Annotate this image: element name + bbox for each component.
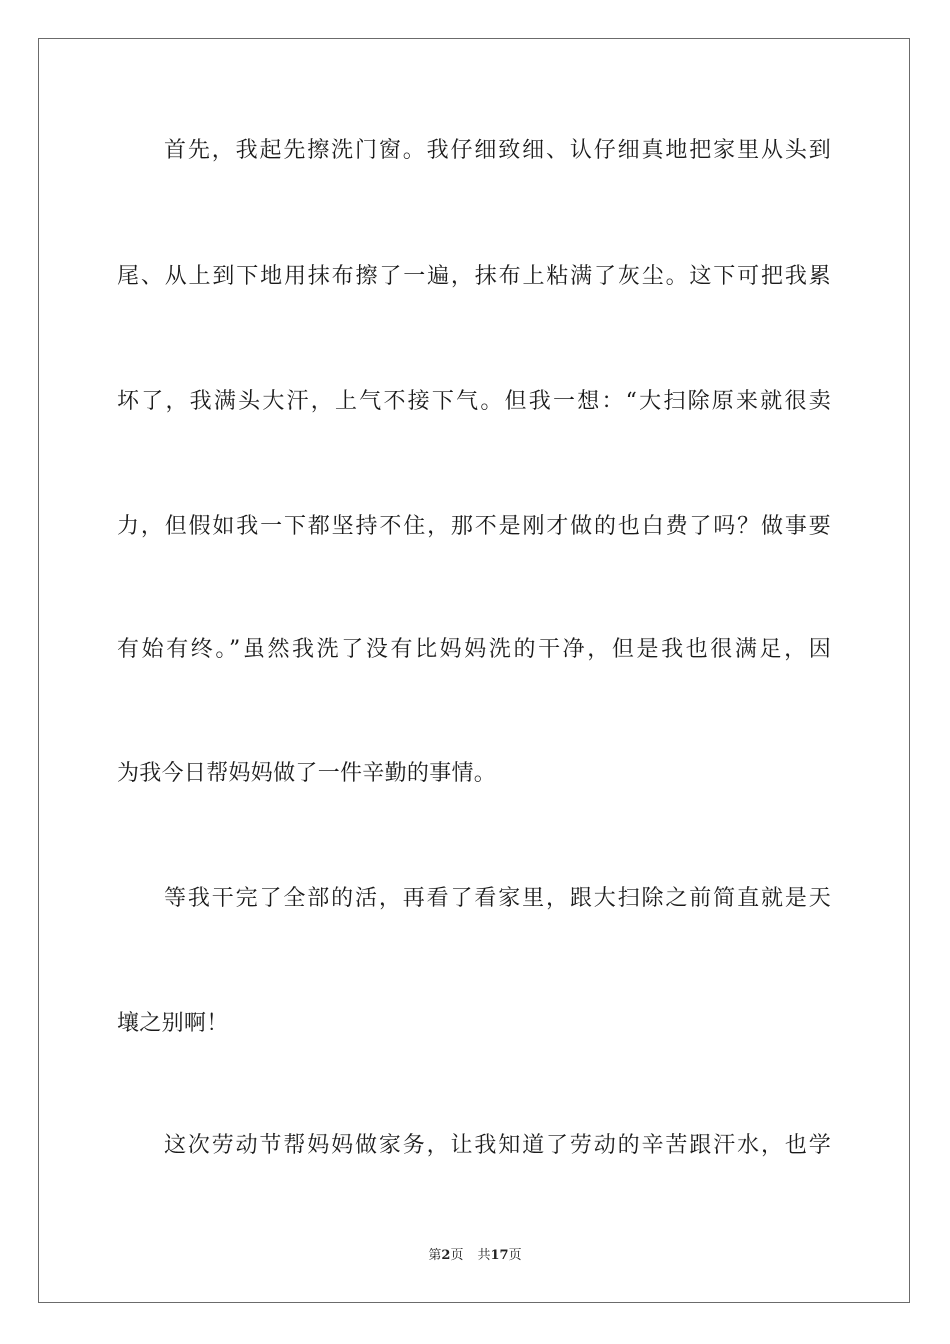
total-pages: 17 — [490, 1248, 509, 1263]
page-label-suffix: 页 — [450, 1248, 464, 1263]
paragraph-line: 为我今日帮妈妈做了一件辛勤的事情。 — [117, 761, 497, 786]
paragraph-line: 等我干完了全部的活，再看了看家里，跟大扫除之前简直就是天 — [164, 886, 831, 911]
paragraph-line: 壤之别啊！ — [117, 1011, 229, 1036]
total-label-suffix: 页 — [508, 1248, 522, 1263]
paragraph-line: 有始有终。”虽然我洗了没有比妈妈洗的干净，但是我也很满足，因 — [117, 637, 831, 662]
page-border — [38, 38, 910, 1303]
paragraph-line: 力，但假如我一下都坚持不住，那不是刚才做的也白费了吗？做事要 — [117, 514, 831, 539]
paragraph-line: 尾、从上到下地用抹布擦了一遍，抹布上粘满了灰尘。这下可把我累 — [117, 264, 831, 289]
page-label-prefix: 第 — [428, 1248, 442, 1263]
page-footer — [0, 1247, 950, 1265]
page-number: 2 — [441, 1248, 451, 1263]
paragraph-line: 坏了，我满头大汗，上气不接下气。但我一想：“大扫除原来就很卖 — [117, 389, 831, 414]
total-label-prefix: 共 — [477, 1248, 491, 1263]
paragraph-line: 这次劳动节帮妈妈做家务，让我知道了劳动的辛苦跟汗水，也学 — [164, 1133, 831, 1158]
paragraph-line: 首先，我起先擦洗门窗。我仔细致细、认仔细真地把家里从头到 — [164, 138, 831, 163]
